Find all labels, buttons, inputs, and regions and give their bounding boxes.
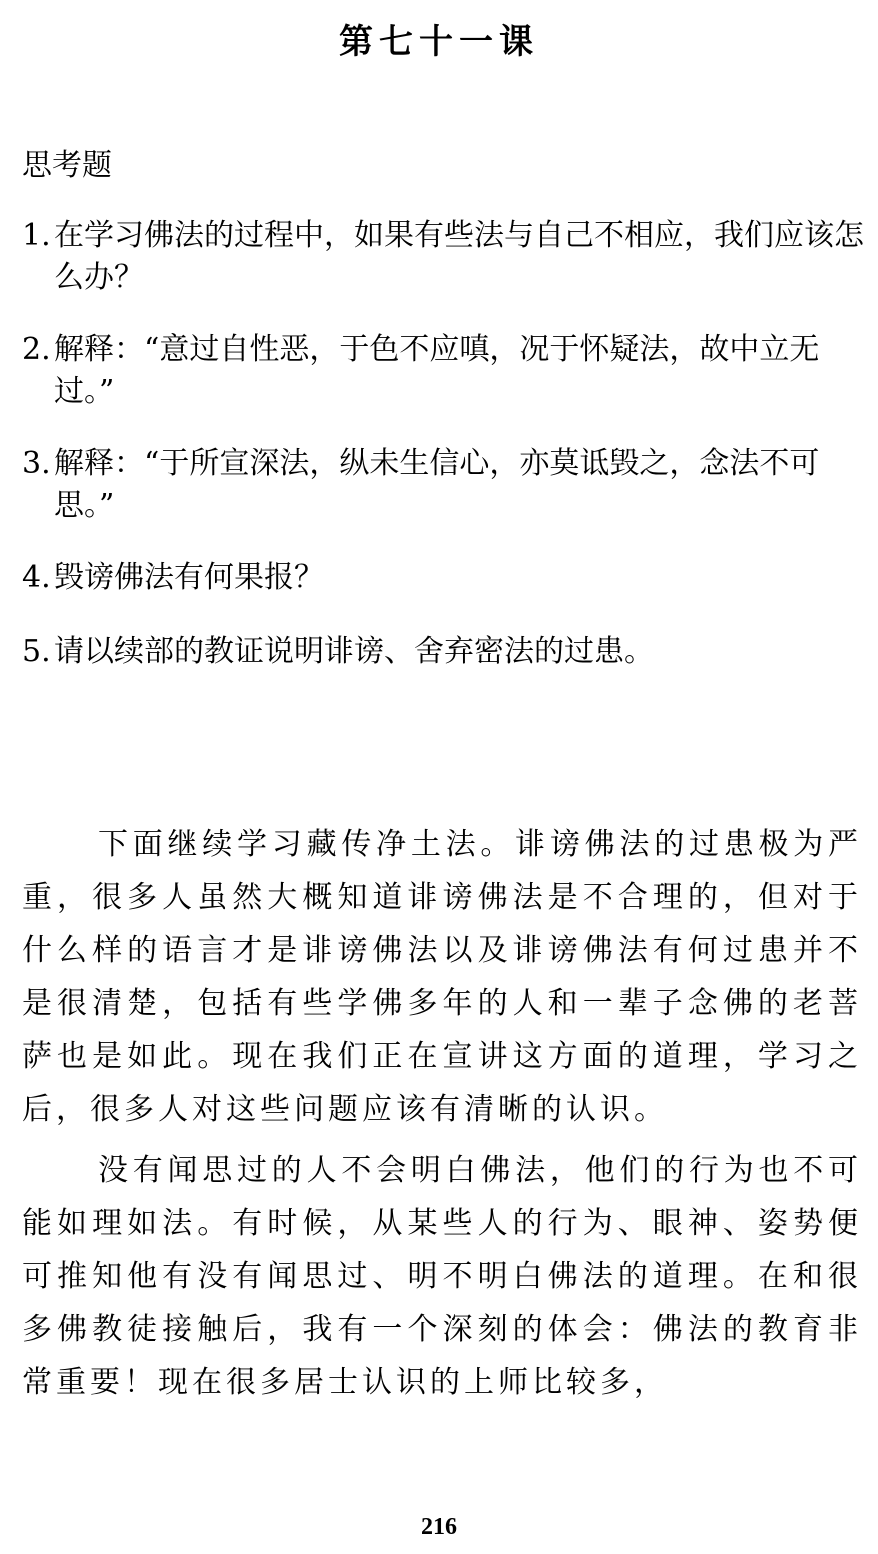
question-text: 解释：“于所宣深法，纵未生信心，亦莫诋毁之，念法不可思。” (54, 446, 820, 523)
question-item (22, 557, 867, 599)
question-text: 请以续部的教证说明诽谤、舍弃密法的过患。 (54, 634, 654, 669)
body-paragraph: 下面继续学习藏传净土法。诽谤佛法的过患极为严重，很多人虽然大概知道诽谤佛法是不合理的，但对于什么样的语言才是诽谤佛法以及诽谤佛法有何过患并不是很清楚，包括有些学佛多年的人和一辈子念佛的老菩萨也是如此。现在我们正在宣讲这方面的道理，学习之后，很多人对这些问题应该有清晰的认识。 (22, 827, 862, 1127)
body-paragraph: 没有闻思过的人不会明白佛法，他们的行为也不可能如理如法。有时候，从某些人的行为、眼神、姿势便可推知他有没有闻思过、明不明白佛法的道理。在和很多佛教徒接触后，我有一个深刻的体会：佛法的教育非常重要！现在很多居士认识的上师比较多， (22, 1153, 862, 1400)
question-item (22, 631, 867, 673)
question-item (22, 329, 867, 413)
question-number: 1. (22, 218, 51, 253)
question-number: 3. (22, 446, 51, 481)
question-item (22, 215, 867, 299)
question-number: 2. (22, 332, 51, 367)
question-text: 解释：“意过自性恶，于色不应嗔，况于怀疑法，故中立无过。” (54, 332, 820, 409)
question-number: 5. (22, 634, 51, 669)
body-text (22, 818, 862, 1417)
question-text: 在学习佛法的过程中，如果有些法与自己不相应，我们应该怎么办？ (54, 218, 864, 295)
question-number: 4. (22, 560, 51, 595)
question-item (22, 443, 867, 527)
page-number: 216 (421, 1514, 457, 1540)
questions-heading: 思考题 (22, 148, 112, 183)
question-text: 毁谤佛法有何果报？ (54, 560, 324, 595)
lesson-title: 第七十一课 (339, 22, 539, 62)
